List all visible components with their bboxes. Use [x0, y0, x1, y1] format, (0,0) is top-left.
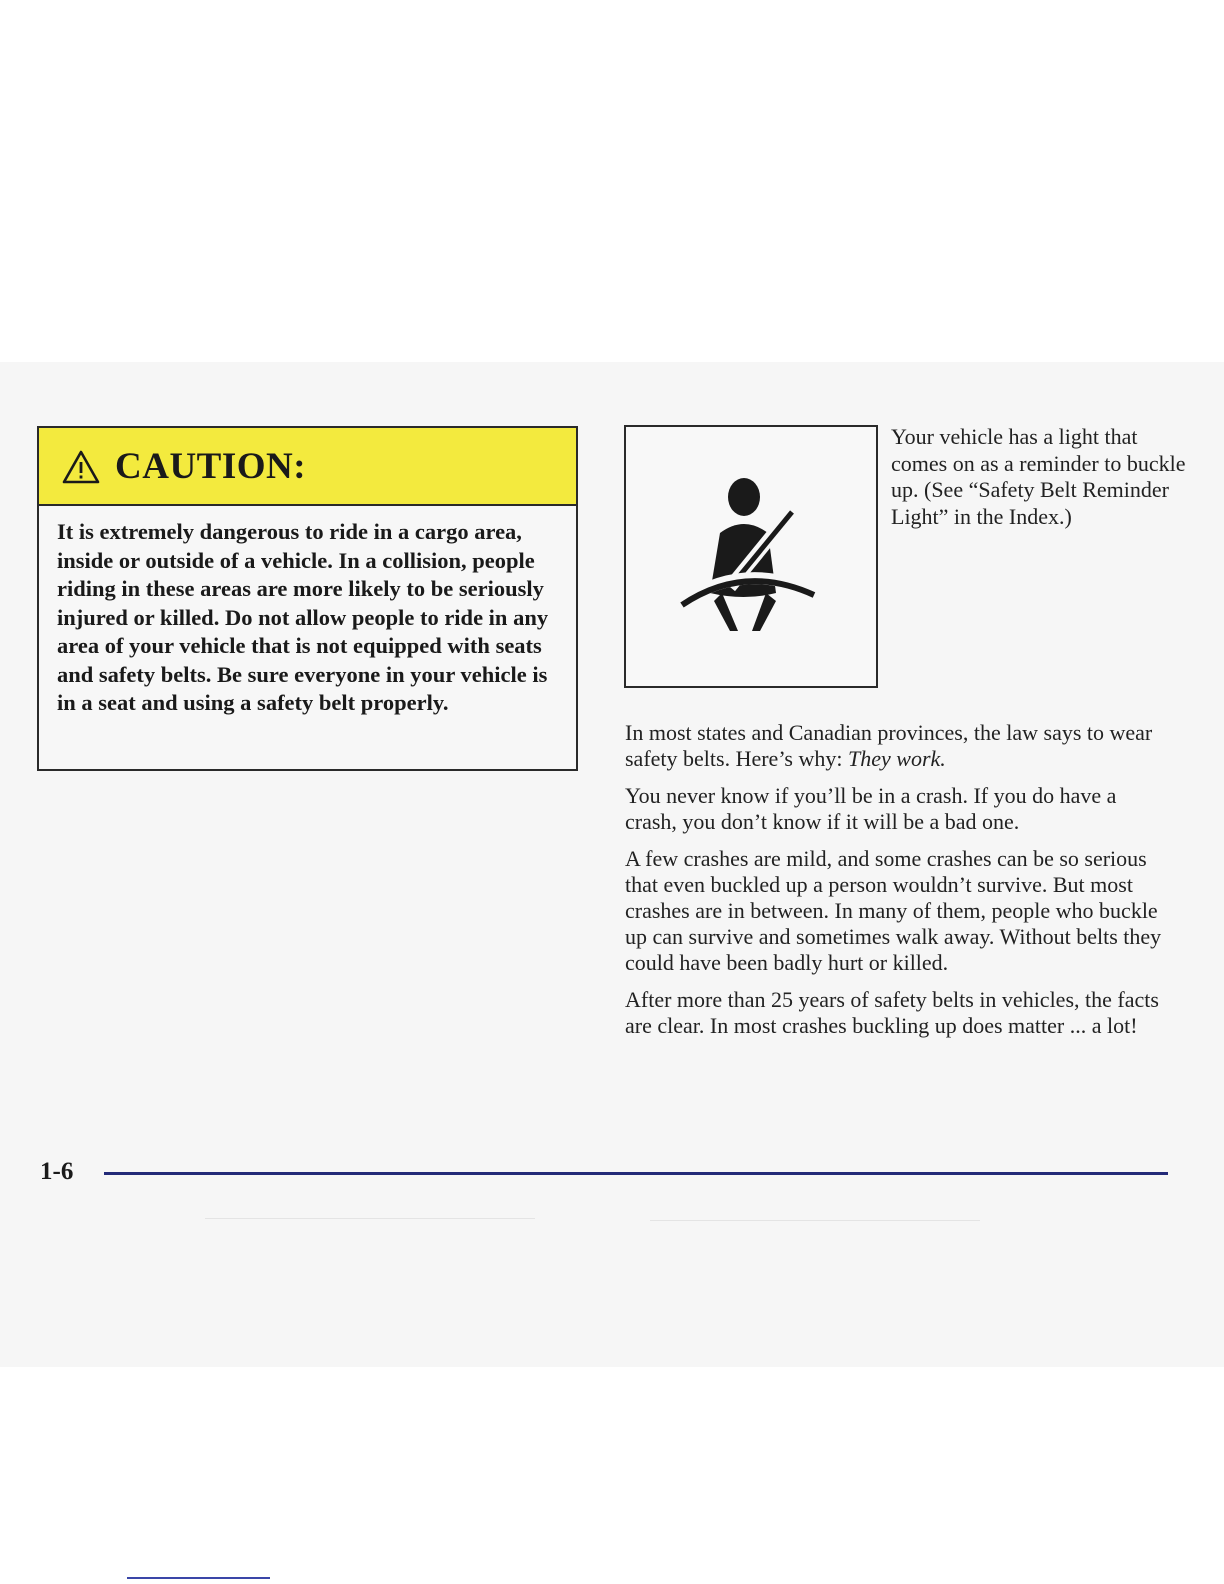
divider: [127, 1577, 270, 1579]
main-text-column: [625, 720, 1170, 1050]
divider: [650, 1220, 980, 1221]
paragraph-law-text: In most states and Canadian provinces, the law says to wear safety belts. Here’s why:: [625, 720, 1153, 771]
paragraph-law-emphasis: They work.: [848, 746, 946, 771]
seat-belt-symbol-frame: [624, 425, 878, 688]
seat-belt-icon: [680, 475, 820, 635]
caution-header: [39, 428, 576, 506]
footer-rule: [104, 1172, 1168, 1175]
paragraph-severity: A few crashes are mild, and some crashes can be so serious that even buckled up a person wouldn’t survive. But most crashes are in between. In many of them, people who buckle up can survive and sometimes walk away. Without belts they could have been badly hurt or killed.: [625, 846, 1162, 975]
caution-title: CAUTION:: [115, 445, 307, 487]
warning-triangle-icon: [61, 449, 101, 485]
caution-box: [37, 426, 578, 771]
paragraph-crash: You never know if you’ll be in a crash. If you do have a crash, you don’t know if it will be a bad one.: [625, 783, 1117, 834]
paragraph-facts: After more than 25 years of safety belts in vehicles, the facts are clear. In most crashes buckling up does matter ... a lot!: [625, 987, 1159, 1038]
caution-body: It is extremely dangerous to ride in a cargo area, inside or outside of a vehicle. In a collision, people riding in these areas are more likely to be seriously injured or killed. Do not allow people to ride in any area of your vehicle that is not equipped with seats and safety belts. Be sure everyone in your vehicle is in a seat and using a safety belt properly.: [57, 519, 549, 715]
page-number: 1-6: [40, 1158, 74, 1185]
divider: [205, 1218, 535, 1219]
reminder-light-caption: Your vehicle has a light that comes on as a reminder to buckle up. (See “Safety Belt Reminder Light” in the Index.): [891, 424, 1186, 529]
paragraph-law: [625, 720, 1170, 772]
